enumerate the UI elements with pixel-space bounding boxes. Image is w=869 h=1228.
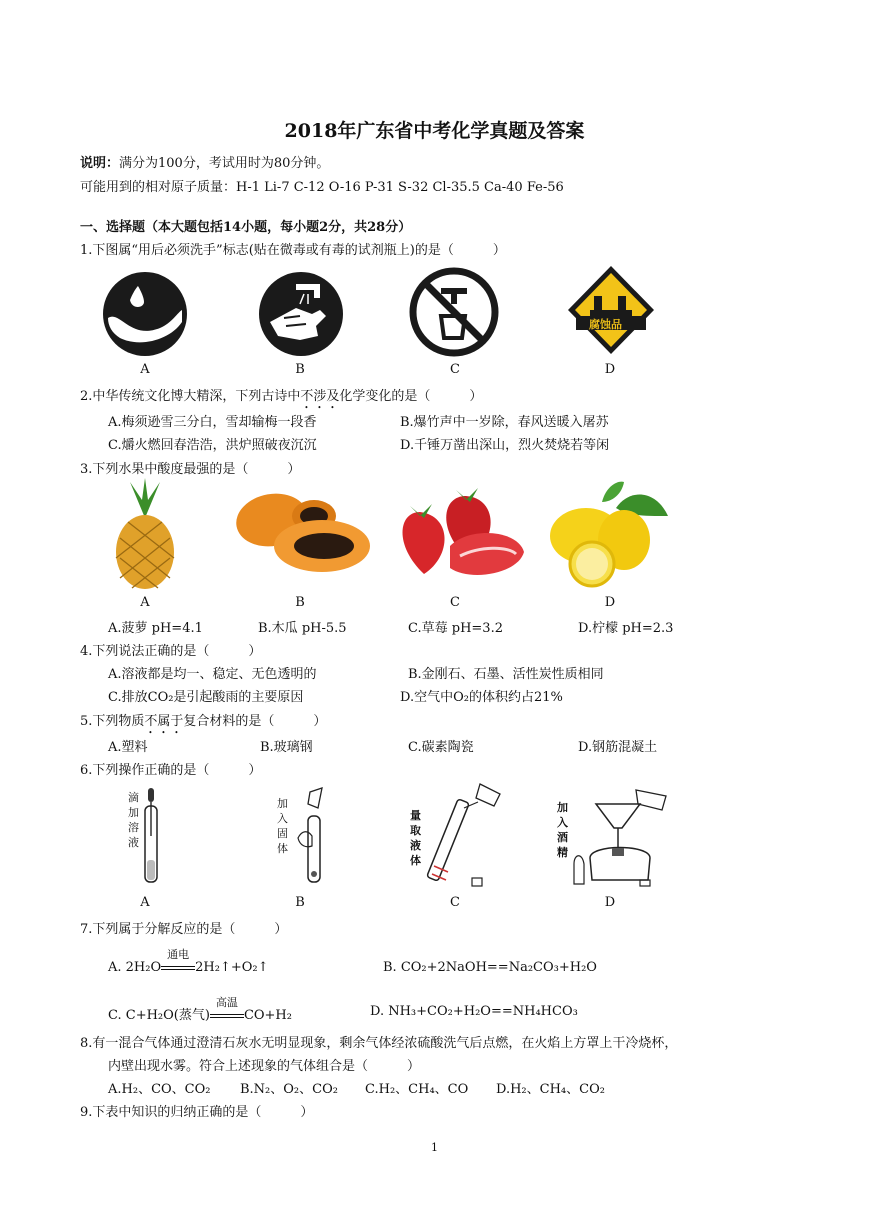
q3-option-c: C.草莓 pH=3.2: [408, 621, 503, 636]
hazard-sign-a-icon: [100, 270, 190, 358]
q5-stem: 5.下列物质: [80, 714, 145, 729]
q7-a-condition: 通电: [167, 948, 190, 961]
q4-option-d: D.空气中O₂的体积约占21%: [400, 690, 563, 705]
q6-pic-d-text: 加入酒精: [557, 801, 568, 859]
q8-option-d: D.H₂、CH₄、CO₂: [496, 1082, 605, 1097]
q2-option-d: D.千锤万凿出深山，烈火焚烧若等闲: [400, 438, 610, 453]
lemon-icon: [546, 480, 674, 590]
question-5: [80, 710, 326, 737]
pineapple-icon: [110, 478, 180, 590]
q7-option-a: [108, 948, 269, 975]
q1-label-a: A: [140, 362, 150, 377]
q5-tail: 复合材料的是（ ）: [183, 714, 327, 729]
q7-option-c: [108, 996, 292, 1023]
question-1: 1.下图属“用后必须洗手”标志(贴在微毒或有毒的试剂瓶上)的是（ ）: [80, 243, 506, 258]
q1-label-d: D: [604, 362, 616, 377]
corrosive-sign-icon: [566, 264, 656, 356]
q5-emphasis: 不属于: [144, 714, 184, 729]
q7-c-reactants: C. C+H₂O(蒸气): [108, 1008, 210, 1023]
q7-c-condition: 高温: [215, 996, 238, 1009]
question-3: 3.下列水果中酸度最强的是（ ）: [80, 462, 301, 477]
q6-pic-a-text: 滴加溶液: [128, 791, 139, 849]
q3-option-b: B.木瓜 pH-5.5: [258, 621, 347, 636]
page-number: 1: [431, 1141, 438, 1154]
note-label: 说明：: [80, 156, 120, 171]
question-9: 9.下表中知识的归纳正确的是（ ）: [80, 1105, 314, 1120]
q4-option-a: A.溶液都是均一、稳定、无色透明的: [108, 667, 317, 682]
question-8-line-1: 8.有一混合气体通过澄清石灰水无明显现象，剩余气体经浓硫酸洗气后点燃，在火焰上方罩上干冷烧杯，: [80, 1036, 678, 1051]
q5-option-c: C.碳素陶瓷: [408, 740, 474, 755]
papaya-icon: [232, 488, 372, 574]
no-drinking-sign-icon: [407, 266, 501, 358]
q6-label-d: D: [604, 895, 616, 910]
q7-a-products: 2H₂↑+O₂↑: [195, 960, 269, 975]
q7-option-b: B. CO₂+2NaOH==Na₂CO₃+H₂O: [383, 960, 597, 975]
note-text: 满分为100分，考试用时为80分钟。: [119, 156, 330, 171]
q8-option-b: B.N₂、O₂、CO₂: [240, 1082, 338, 1097]
q3-option-d: D.柠檬 pH=2.3: [578, 621, 674, 636]
strawberry-icon: [390, 486, 528, 584]
question-2: [80, 385, 482, 412]
q5-option-d: D.钢筋混凝土: [578, 740, 658, 755]
q7-a-reactants: A. 2H₂O: [108, 960, 162, 975]
q3-label-c: C: [450, 595, 460, 610]
question-4: 4.下列说法正确的是（ ）: [80, 644, 262, 659]
exam-note: [80, 152, 329, 171]
q7-option-d: D. NH₃+CO₂+H₂O==NH₄HCO₃: [370, 1004, 578, 1019]
q2-emphasis: 不涉及: [300, 389, 340, 404]
q7-c-arrow: [210, 996, 244, 1023]
question-8-line-2: 内壁出现水雾。符合上述现象的气体组合是（ ）: [108, 1059, 421, 1074]
corrosive-sign-text: 腐蚀品: [589, 318, 622, 331]
q8-option-a: A.H₂、CO、CO₂: [108, 1082, 211, 1097]
q6-label-a: A: [140, 895, 150, 910]
q6-pic-b-text: 加入固体: [277, 797, 288, 855]
question-6: 6.下列操作正确的是（ ）: [80, 763, 262, 778]
q2-option-c: C.爝火燃回春浩浩，洪炉照破夜沉沉: [108, 438, 317, 453]
page-title: 2018年广东省中考化学真题及答案: [284, 120, 585, 142]
q6-label-c: C: [450, 895, 460, 910]
q2-option-a: A.梅须逊雪三分白，雪却输梅一段香: [108, 415, 317, 430]
q5-option-b: B.玻璃钢: [260, 740, 313, 755]
q6-label-b: B: [295, 895, 305, 910]
dropper-tube-icon: [140, 786, 170, 886]
add-solid-tube-icon: [294, 786, 334, 886]
q4-option-b: B.金刚石、石墨、活性炭性质相同: [408, 667, 604, 682]
q3-label-a: A: [140, 595, 150, 610]
question-7: 7.下列属于分解反应的是（ ）: [80, 922, 288, 937]
q6-pic-c-text: 量取液体: [410, 809, 421, 867]
q3-label-d: D: [604, 595, 616, 610]
q8-option-c: C.H₂、CH₄、CO: [365, 1082, 469, 1097]
section-1-heading: 一、选择题（本大题包括14小题，每小题2分，共28分）: [80, 220, 412, 235]
q3-option-a: A.菠萝 pH=4.1: [108, 621, 203, 636]
hand-wash-sign-icon: [256, 270, 346, 358]
q1-label-b: B: [295, 362, 305, 377]
q2-option-b: B.爆竹声中一岁除，春风送暖入屠苏: [400, 415, 609, 430]
q7-a-arrow: [161, 948, 195, 975]
q5-option-a: A.塑料: [108, 740, 148, 755]
q2-tail: 化学变化的是（ ）: [339, 389, 483, 404]
q7-c-products: CO+H₂: [243, 1008, 292, 1023]
alcohol-lamp-funnel-icon: [570, 784, 680, 890]
q1-label-c: C: [450, 362, 460, 377]
q2-stem: 2.中华传统文化博大精深，下列古诗中: [80, 389, 301, 404]
measuring-cylinder-icon: [420, 778, 510, 890]
q3-label-b: B: [295, 595, 305, 610]
q4-option-c: C.排放CO₂是引起酸雨的主要原因: [108, 690, 304, 705]
atomic-masses: 可能用到的相对原子质量：H-1 Li-7 C-12 O-16 P-31 S-32 Cl-35.5 Ca-40 Fe-56: [80, 180, 564, 195]
